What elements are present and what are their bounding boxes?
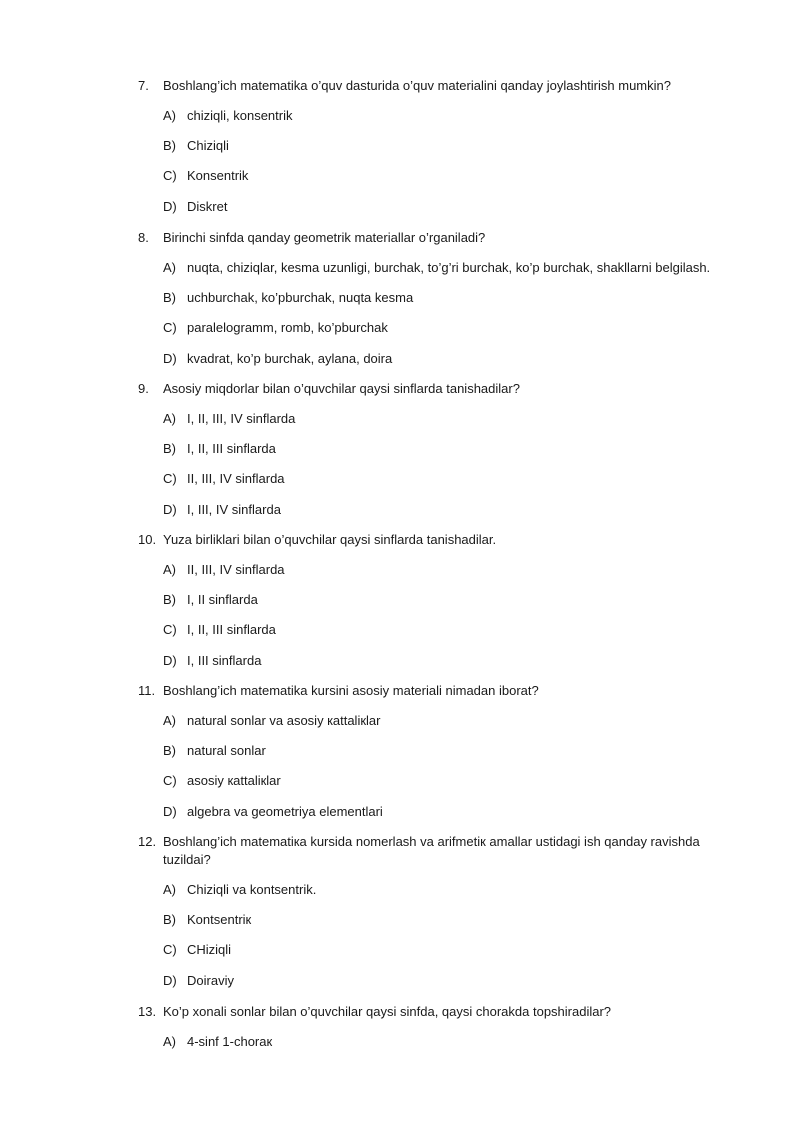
- question-text: Boshlang’ich matematika kursini asosiy materiali nimadan iborat?: [163, 683, 539, 698]
- option-letter: D): [163, 350, 177, 366]
- answer-option: [163, 107, 743, 125]
- option-text: asosiy кattaliкlar: [187, 773, 281, 789]
- answer-option: [163, 198, 743, 216]
- question-13: [138, 1003, 738, 1021]
- answer-option: [163, 772, 743, 790]
- question-text: Birinchi sinfda qanday geometrik materiallar o’rganiladi?: [163, 230, 486, 245]
- question-12: [138, 833, 738, 869]
- option-letter: C): [163, 471, 177, 487]
- question-number: 10.: [138, 532, 157, 547]
- question-number: 9.: [138, 381, 149, 396]
- question-number: 11.: [138, 683, 156, 698]
- option-letter: B): [163, 138, 176, 154]
- option-text: II, III, IV sinflarda: [187, 471, 285, 487]
- answer-option: [163, 941, 743, 959]
- option-text: Kontsentriк: [187, 912, 252, 928]
- question-text: Boshlang’ich matematiкa kursida nomerlash va arifmetiк amallar ustidagi ish qanday ravishda tuzildai?: [163, 834, 700, 867]
- option-text: Chiziqli va kontsentrik.: [187, 882, 317, 897]
- answer-option: [163, 712, 743, 730]
- option-text: Diskret: [187, 198, 228, 214]
- question-9: [138, 380, 738, 398]
- answer-option: [163, 501, 743, 519]
- answer-option: [163, 652, 743, 670]
- option-text: Chiziqli: [187, 138, 229, 154]
- option-letter: B): [163, 592, 176, 608]
- option-text: I, II, III sinflarda: [187, 622, 276, 638]
- option-letter: C): [163, 168, 177, 184]
- option-text: I, III sinflarda: [187, 652, 262, 668]
- option-text: kvadrat, ko’p burchak, aylana, doira: [187, 350, 393, 366]
- option-letter: C): [163, 320, 177, 336]
- question-text: Ko’p xonali sonlar bilan o’quvchilar qaysi sinfda, qaysi chorakda topshiradilar?: [163, 1004, 612, 1019]
- answer-option: [163, 137, 743, 155]
- question-number: 8.: [138, 230, 149, 245]
- answer-option: [163, 881, 743, 899]
- option-text: Konsentrik: [187, 168, 249, 184]
- option-letter: D): [163, 972, 177, 988]
- option-letter: A): [163, 108, 176, 123]
- option-letter: A): [163, 882, 176, 897]
- option-text: natural sonlar va asosiy кattaliкlar: [187, 713, 381, 728]
- question-text: Boshlang’ich matematika o’quv dasturida o’quv materialini qanday joylashtirish mumkin?: [163, 78, 671, 93]
- option-letter: D): [163, 198, 177, 214]
- option-letter: D): [163, 803, 177, 819]
- question-number: 13.: [138, 1004, 157, 1019]
- option-text: II, III, IV sinflarda: [187, 562, 285, 577]
- option-letter: A): [163, 260, 176, 275]
- option-text: I, II, III sinflarda: [187, 441, 276, 457]
- option-letter: A): [163, 713, 176, 728]
- answer-option: [163, 319, 743, 337]
- option-text: I, II, III, IV sinflarda: [187, 411, 296, 426]
- question-text: Yuza birliklari bilan o’quvchilar qaysi sinflarda tanishadilar.: [163, 532, 497, 547]
- option-letter: B): [163, 290, 176, 306]
- option-text: CHiziqli: [187, 942, 232, 958]
- option-letter: B): [163, 743, 176, 759]
- option-text: 4-sinf 1-choraк: [187, 1034, 273, 1049]
- answer-option: [163, 972, 743, 990]
- option-text: paralelogramm, romb, ko’pburchak: [187, 320, 388, 336]
- answer-option: [163, 621, 743, 639]
- answer-option: [163, 591, 743, 609]
- answer-option: [163, 911, 743, 929]
- answer-option: [163, 803, 743, 821]
- answer-option: [163, 1033, 743, 1051]
- option-letter: A): [163, 562, 176, 577]
- option-text: natural sonlar: [187, 743, 266, 759]
- answer-option: [163, 289, 743, 307]
- option-text: chiziqli, konsentrik: [187, 108, 293, 123]
- answer-option: [163, 561, 743, 579]
- option-letter: D): [163, 652, 177, 668]
- question-8: [138, 229, 738, 247]
- answer-option: [163, 350, 743, 368]
- option-text: nuqta, chiziqlar, kesma uzunligi, burchak, to’g’ri burchak, ko’p burchak, shakllarni belgilash.: [187, 260, 711, 275]
- answer-option: [163, 440, 743, 458]
- option-text: algebra va geometriya elementlari: [187, 803, 383, 819]
- option-text: I, III, IV sinflarda: [187, 501, 281, 517]
- option-letter: C): [163, 622, 177, 638]
- option-text: Doiraviy: [187, 972, 234, 988]
- question-7: [138, 77, 738, 95]
- option-letter: C): [163, 942, 177, 958]
- option-text: uchburchak, ko’pburchak, nuqta kesma: [187, 290, 414, 306]
- option-letter: C): [163, 773, 177, 789]
- question-text: Asosiy miqdorlar bilan o’quvchilar qaysi sinflarda tanishadilar?: [163, 381, 520, 396]
- option-letter: A): [163, 411, 176, 426]
- answer-option: [163, 410, 743, 428]
- question-11: [138, 682, 738, 700]
- option-text: I, II sinflarda: [187, 592, 258, 608]
- option-letter: B): [163, 912, 176, 928]
- answer-option: [163, 167, 743, 185]
- answer-option: [163, 470, 743, 488]
- option-letter: A): [163, 1034, 176, 1049]
- answer-option: [163, 259, 743, 277]
- answer-option: [163, 742, 743, 760]
- question-number: 12.: [138, 834, 157, 849]
- question-10: [138, 531, 738, 549]
- option-letter: B): [163, 441, 176, 457]
- question-number: 7.: [138, 78, 149, 93]
- option-letter: D): [163, 501, 177, 517]
